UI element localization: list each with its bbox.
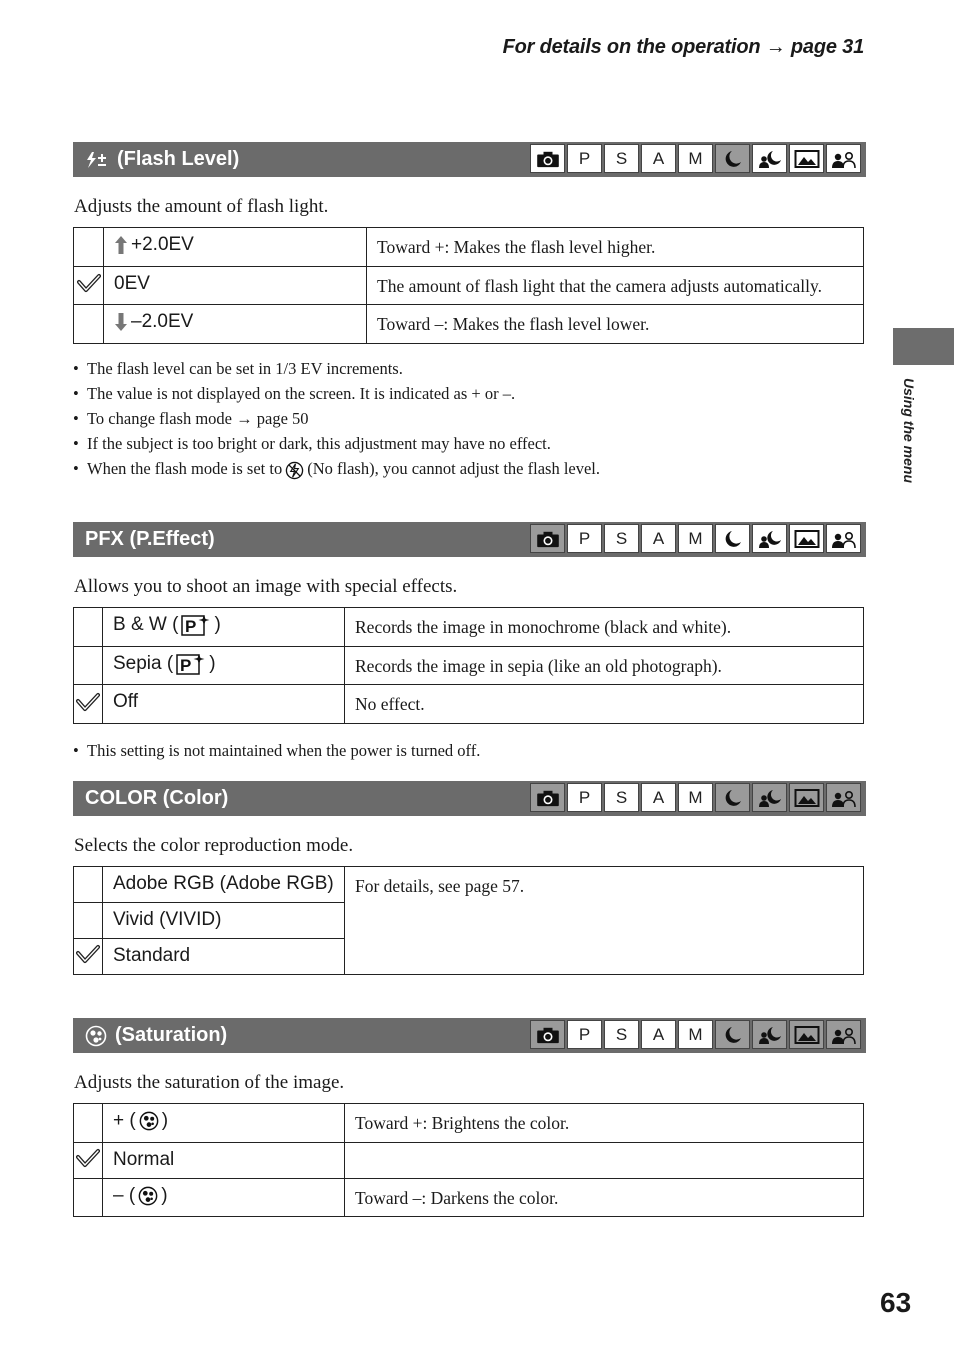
table-row: B & W ( ) Records the image in monochrome (black and white). [74, 608, 864, 647]
table-row [74, 305, 864, 344]
mode-s: S [604, 524, 639, 553]
note-item: • When the flash mode is set to (No flash), you cannot adjust the flash level. [73, 456, 866, 481]
section-description: Selects the color reproduction mode. [74, 835, 354, 856]
twilight-portrait-mode-icon [752, 524, 787, 553]
option-label: 0EV [104, 266, 367, 305]
soft-snap-mode-icon [826, 1020, 861, 1049]
saturation-icon [138, 1186, 158, 1206]
soft-snap-mode-icon [826, 524, 861, 553]
page-header: For details on the operation → page 31 [502, 36, 864, 58]
option-text: Toward +: Brightens the color. [345, 1104, 864, 1143]
mode-p: P [567, 144, 602, 173]
side-tab [893, 328, 954, 365]
section-description: Adjusts the saturation of the image. [74, 1072, 345, 1093]
soft-snap-mode-icon [826, 144, 861, 173]
table-row: + ( ) Toward +: Brightens the color. [74, 1104, 864, 1143]
option-label: Off [103, 685, 345, 724]
mode-icons [530, 1020, 863, 1049]
option-text: Toward –: Darkens the color. [345, 1178, 864, 1217]
mode-icons [530, 783, 863, 812]
table-row [74, 867, 864, 903]
mode-s: S [604, 1020, 639, 1049]
arrow-up-icon [114, 235, 128, 255]
option-text: Toward +: Makes the flash level higher. [367, 228, 864, 267]
option-text: For details, see page 57. [345, 867, 864, 975]
default-check-icon [76, 692, 100, 712]
section-bar [73, 142, 866, 177]
mode-s: S [604, 783, 639, 812]
option-label: B & W ( [113, 614, 179, 635]
bw-effect-icon [181, 614, 211, 636]
option-text [345, 1142, 864, 1178]
soft-snap-mode-icon [826, 783, 861, 812]
mode-p: P [567, 783, 602, 812]
table-row [74, 228, 864, 267]
default-check-icon [77, 273, 101, 293]
section-bar [73, 522, 866, 557]
note-item: • This setting is not maintained when the power is turned off. [73, 738, 866, 763]
section-description: Allows you to shoot an image with special effects. [74, 576, 458, 597]
section-pfx [73, 522, 866, 763]
page-number: 63 [880, 1287, 912, 1318]
auto-mode-icon [530, 783, 565, 812]
mode-m: M [678, 144, 713, 173]
section-title: (Flash Level) [117, 148, 240, 170]
section-flash-level [73, 142, 866, 481]
options-table [73, 607, 864, 724]
section-saturation [73, 1018, 866, 1217]
mode-a: A [641, 524, 676, 553]
mode-icons [530, 524, 863, 553]
arrow-down-icon [114, 312, 128, 332]
twilight-mode-icon [715, 524, 750, 553]
sepia-effect-icon [176, 653, 206, 675]
table-row [74, 266, 864, 305]
twilight-portrait-mode-icon [752, 783, 787, 812]
option-label: + ( [113, 1110, 136, 1131]
note-item: • If the subject is too bright or dark, this adjustment may have no effect. [73, 431, 866, 456]
auto-mode-icon [530, 524, 565, 553]
section-bar [73, 781, 866, 816]
mode-a: A [641, 144, 676, 173]
saturation-icon [139, 1111, 159, 1131]
twilight-portrait-mode-icon [752, 144, 787, 173]
notes-list [73, 738, 866, 763]
default-check-icon [76, 1148, 100, 1168]
mode-icons [530, 144, 863, 173]
option-label: – ( [113, 1184, 136, 1206]
side-label: Using the menu [901, 378, 917, 484]
mode-a: A [641, 783, 676, 812]
section-bar [73, 1018, 866, 1053]
twilight-mode-icon [715, 783, 750, 812]
mode-p: P [567, 524, 602, 553]
options-table [73, 227, 864, 344]
mode-s: S [604, 144, 639, 173]
twilight-mode-icon [715, 1020, 750, 1049]
mode-p: P [567, 1020, 602, 1049]
section-title: COLOR (Color) [85, 787, 229, 809]
mode-a: A [641, 1020, 676, 1049]
option-text: Records the image in monochrome (black and white). [345, 608, 864, 647]
mode-m: M [678, 783, 713, 812]
auto-mode-icon [530, 1020, 565, 1049]
twilight-mode-icon [715, 144, 750, 173]
option-text: Toward –: Makes the flash level lower. [367, 305, 864, 344]
no-flash-icon [285, 461, 304, 480]
option-label: Adobe RGB (Adobe RGB) [103, 867, 345, 903]
mode-m: M [678, 524, 713, 553]
section-title: PFX (P.Effect) [85, 528, 215, 550]
option-label: Normal [103, 1142, 345, 1178]
note-item: • The flash level can be set in 1/3 EV increments. [73, 356, 866, 381]
landscape-mode-icon [789, 1020, 824, 1049]
default-check-icon [76, 944, 100, 964]
landscape-mode-icon [789, 524, 824, 553]
option-label: +2.0EV [131, 234, 194, 255]
saturation-icon [85, 1025, 107, 1047]
options-table [73, 1103, 864, 1217]
option-label: Vivid (VIVID) [103, 903, 345, 939]
note-item: • The value is not displayed on the screen. It is indicated as + or –. [73, 381, 866, 406]
table-row: – ( ) Toward –: Darkens the color. [74, 1178, 864, 1217]
section-color [73, 781, 866, 975]
section-title: (Saturation) [115, 1024, 228, 1046]
option-label: Standard [103, 939, 345, 975]
option-text: No effect. [345, 685, 864, 724]
table-row [74, 685, 864, 724]
option-label: Sepia ( [113, 652, 174, 674]
option-text: Records the image in sepia (like an old photograph). [345, 646, 864, 685]
landscape-mode-icon [789, 144, 824, 173]
option-label: –2.0EV [131, 311, 194, 333]
options-table [73, 866, 864, 975]
flash-level-icon [85, 151, 109, 169]
mode-m: M [678, 1020, 713, 1049]
twilight-portrait-mode-icon [752, 1020, 787, 1049]
auto-mode-icon [530, 144, 565, 173]
table-row: Sepia ( ) Records the image in sepia (like an old photograph). [74, 646, 864, 685]
landscape-mode-icon [789, 783, 824, 812]
section-description: Adjusts the amount of flash light. [74, 196, 329, 217]
option-text: The amount of flash light that the camera adjusts automatically. [367, 266, 864, 305]
notes-list [73, 356, 866, 481]
table-row [74, 1142, 864, 1178]
note-item: • To change flash mode → page 50 [73, 406, 866, 431]
